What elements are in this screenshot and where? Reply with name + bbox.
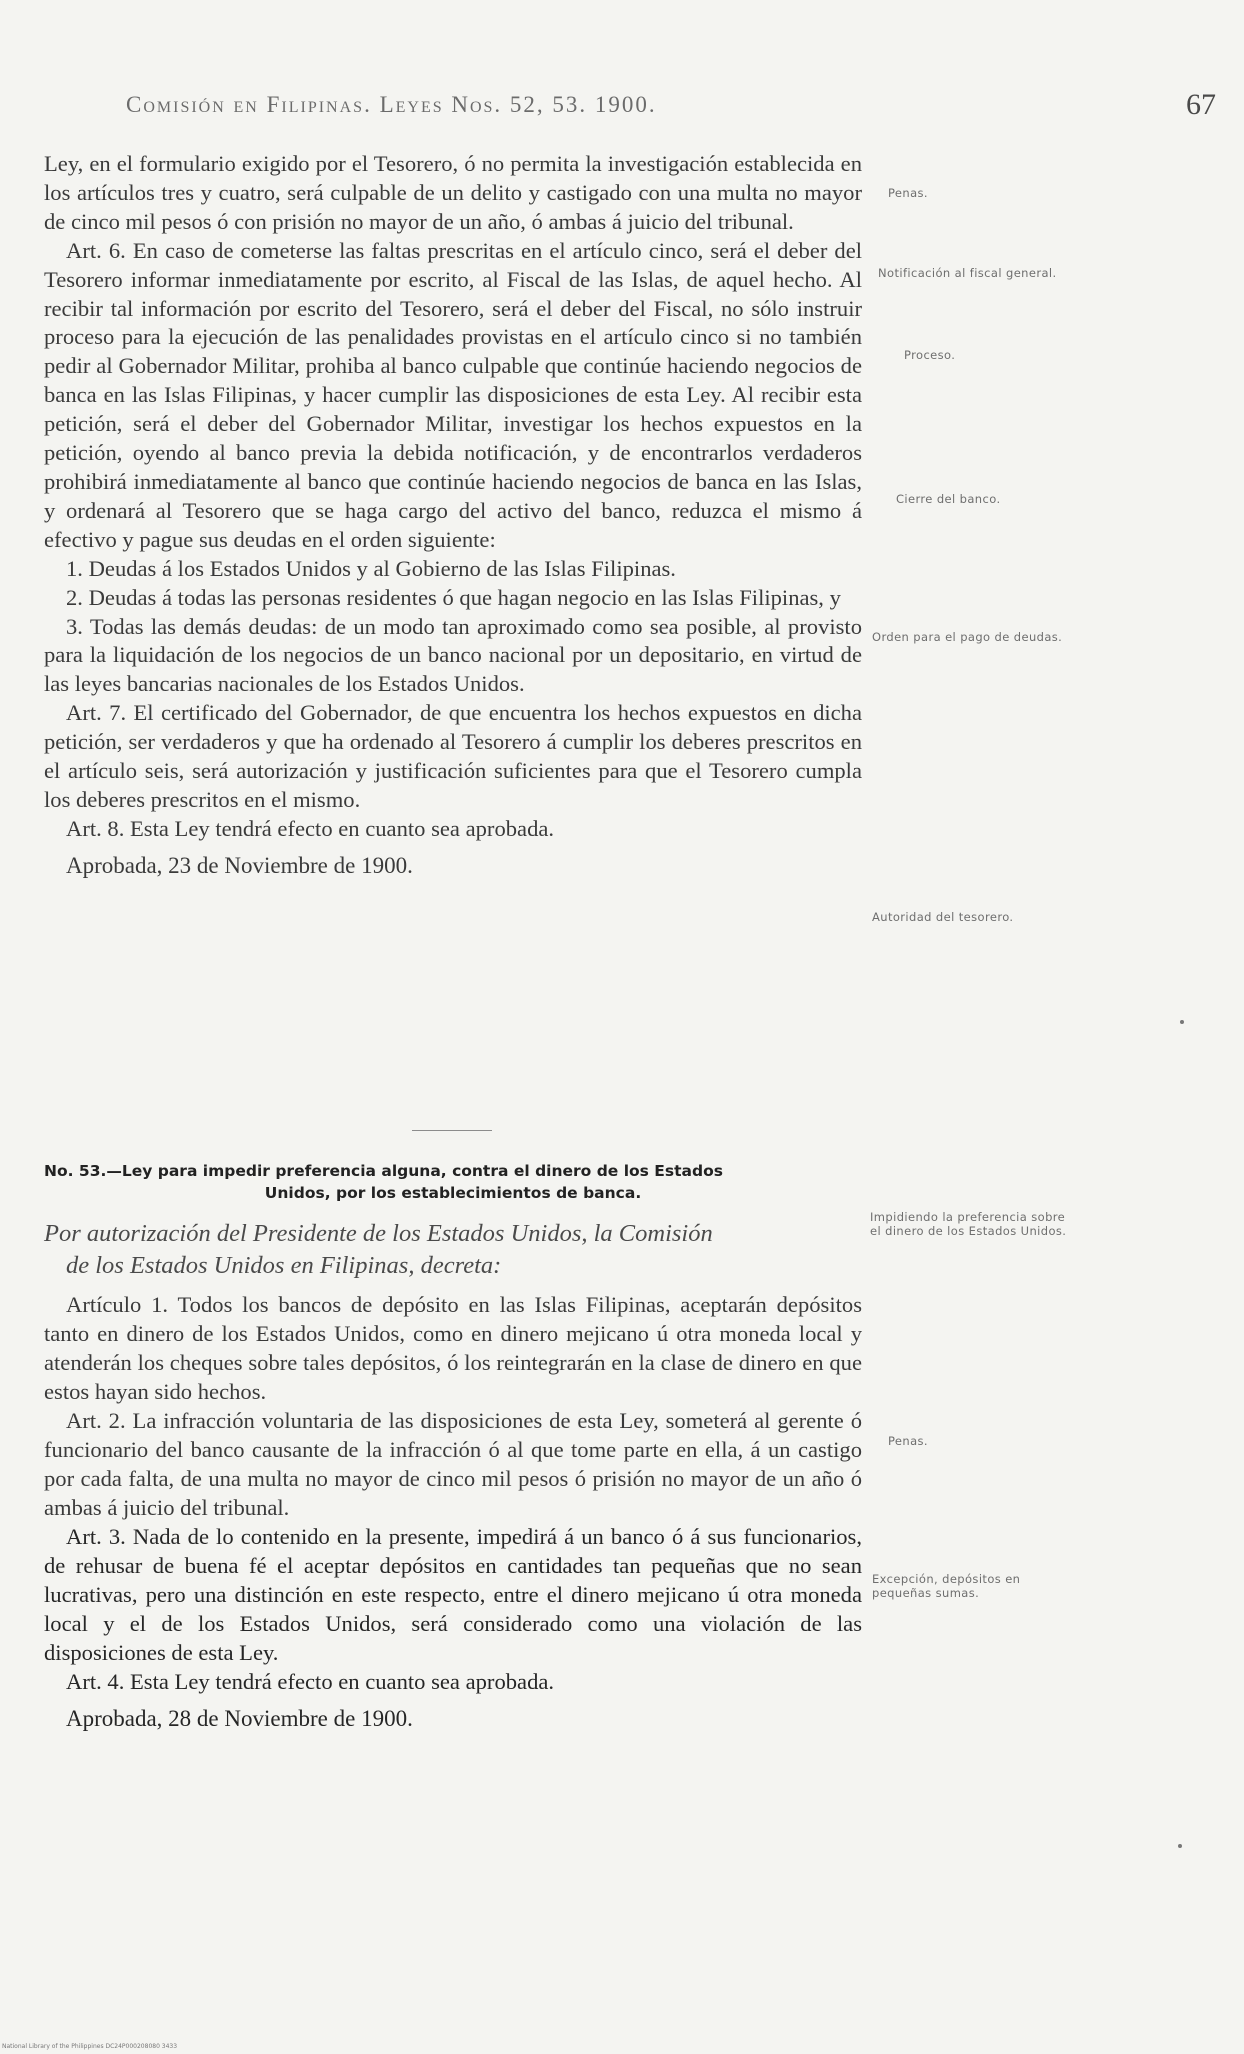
article-6: Art. 6. En caso de cometerse las faltas prescritas en el artículo cinco, será el deber del Tesorero informar inmediatamente por escrito, al Fiscal de las Islas, de aquel hecho. Al recibir tal información por escrito del Tesorero, será el deber del Fiscal, no sólo instruir proceso para la ejecución de las penalidades provistas en el artículo cinco si no también pedir al Gobernador Militar, prohiba al banco culpable que continúe haciendo negocios de banca en las Islas Filipinas, y hacer cumplir las disposiciones de esta Ley. Al recibir esta petición, será el deber del Gobernador Militar, investigar los hechos expuestos en la petición, oyendo al banco previa la debida notificación, y de encontrarlos verdaderos prohibirá inmediatamente al banco que continúe haciendo negocios de banca en las Islas, y ordenará al Tesorero que se haga cargo del activo del banco, reduzca el mismo á efectivo y pague sus deudas en el orden siguiente: xyxy=(44,237,862,552)
margin-note: Autoridad del tesorero. xyxy=(872,910,1014,924)
header-title: Comisión en Filipinas. Leyes Nos. 52, 53. 1900. xyxy=(126,92,657,117)
margin-note: Notificación al fiscal general. xyxy=(878,266,1057,280)
article-8: Art. 8. Esta Ley tendrá efecto en cuanto sea aprobada. xyxy=(66,815,555,841)
page-number: 67 xyxy=(1186,88,1216,121)
scan-speck xyxy=(1180,1020,1184,1024)
running-header xyxy=(126,88,1216,126)
article-2: Art. 2. La infracción voluntaria de las disposiciones de esta Ley, someterá al gerente ó funcionario del banco causante de la infracción ó al que tome parte en ella, á un castigo por cada falta, de una multa no mayor de cinco mil pesos ó prisión no mayor de un año ó ambas á juicio del tribunal. xyxy=(44,1408,862,1520)
paragraph: Ley, en el formulario exigido por el Tesorero, ó no permita la investigación establecida en los artículos tres y cuatro, será culpable de un delito y castigado con una multa no mayor de cinco mil pesos ó con prisión no mayor de un año, ó ambas á juicio del tribunal. xyxy=(44,151,862,234)
list-item: 3. Todas las demás deudas: de un modo tan aproximado como sea posible, al provisto para la liquidación de los negocios de un banco nacional por un depositario, en virtud de las leyes bancarias nacionales de los Estados Unidos. xyxy=(44,613,862,697)
list-item: 1. Deudas á los Estados Unidos y al Gobierno de las Islas Filipinas. xyxy=(66,555,676,581)
law-53-heading xyxy=(44,1160,862,1204)
heading-line-1: No. 53.—Ley para impedir preferencia alguna, contra el dinero de los Estados xyxy=(44,1162,723,1180)
margin-note: Orden para el pago de deudas. xyxy=(872,630,1063,644)
margin-note: Penas. xyxy=(888,1434,928,1448)
margin-note: Proceso. xyxy=(904,348,956,362)
law-52-continuation xyxy=(44,150,862,881)
article-1: Artículo 1. Todos los bancos de depósito en las Islas Filipinas, aceptarán depósitos tanto en dinero de los Estados Unidos, como en dinero mejicano ú otra moneda local y atenderán los cheques sobre tales depósitos, ó los reintegrarán en la clase de dinero en que estos hayan sido hechos. xyxy=(44,1292,862,1404)
section-divider xyxy=(412,1130,492,1131)
article-3: Art. 3. Nada de lo contenido en la presente, impedirá á un banco ó á sus funcionarios, de rehusar de buena fé el aceptar depósitos en cantidades tan pequeñas que no sean lucrativas, pero una distinción en este respecto, entre el dinero mejicano ú otra moneda local y el de los Estados Unidos, será considerado como una violación de las disposiciones de esta Ley. xyxy=(44,1524,862,1665)
approval-date: Aprobada, 23 de Noviembre de 1900. xyxy=(66,852,413,878)
list-item: 2. Deudas á todas las personas residentes ó que hagan negocio en las Islas Filipinas, y xyxy=(66,584,841,610)
article-7: Art. 7. El certificado del Gobernador, de que encuentra los hechos expuestos en dicha petición, ser verdaderos y que ha ordenado al Tesorero á cumplir los deberes prescritos en el artículo seis, será autorización y justificación suficientes para que el Tesorero cumpla los deberes prescritos en el mismo. xyxy=(44,700,862,812)
margin-note: Excepción, depósitos en pequeñas sumas. xyxy=(872,1572,1021,1600)
scan-speck xyxy=(1178,1844,1182,1848)
margin-note: Penas. xyxy=(888,186,928,200)
decree-line-1: Por autorización del Presidente de los Estados Unidos, la Comisión xyxy=(44,1220,713,1247)
scan-footer: National Library of the Philippines DC24P000208080 3433 xyxy=(2,2043,178,2050)
decree-line-2: de los Estados Unidos en Filipinas, decreta: xyxy=(66,1252,502,1279)
heading-line-2: Unidos, por los establecimientos de banca. xyxy=(264,1184,642,1202)
article-4: Art. 4. Esta Ley tendrá efecto en cuanto sea aprobada. xyxy=(66,1669,555,1694)
margin-note: Cierre del banco. xyxy=(896,492,1001,506)
law-53-body xyxy=(44,1290,862,1733)
enacting-clause xyxy=(44,1218,862,1282)
approval-date: Aprobada, 28 de Noviembre de 1900. xyxy=(66,1706,413,1731)
margin-note: Impidiendo la preferencia sobre el dinero de los Estados Unidos. xyxy=(870,1210,1067,1238)
